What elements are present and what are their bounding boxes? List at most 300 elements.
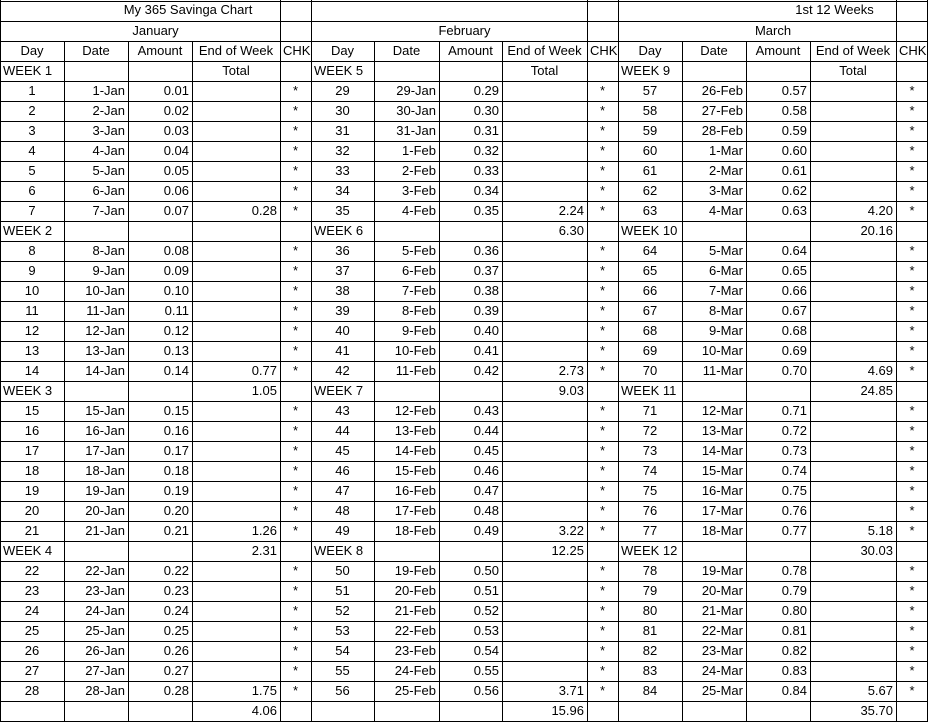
amount-cell[interactable]: 0.45 (473, 443, 499, 458)
date-cell[interactable]: 27-Feb (701, 103, 743, 118)
date-cell[interactable]: 24-Mar (701, 663, 743, 678)
week-label[interactable]: WEEK 3 (3, 383, 53, 398)
date-cell[interactable]: 5-Jan (92, 163, 125, 178)
amount-cell[interactable]: 0.38 (473, 283, 499, 298)
date-cell[interactable]: 7-Feb (402, 283, 436, 298)
amount-cell[interactable]: 0.50 (473, 563, 499, 578)
date-cell[interactable]: 18-Mar (701, 523, 743, 538)
check-mark[interactable]: * (909, 463, 915, 478)
header-end-of-week[interactable]: End of Week (198, 43, 274, 58)
day-number[interactable]: 11 (25, 303, 39, 318)
amount-cell[interactable]: 0.21 (163, 523, 189, 538)
amount-cell[interactable]: 0.52 (473, 603, 499, 618)
date-cell[interactable]: 13-Feb (394, 423, 436, 438)
amount-cell[interactable]: 0.48 (473, 503, 499, 518)
amount-cell[interactable]: 0.05 (163, 163, 189, 178)
amount-cell[interactable]: 0.79 (781, 583, 807, 598)
cumulative-total[interactable]: 30.03 (860, 543, 893, 558)
day-number[interactable]: 78 (642, 563, 658, 578)
check-mark[interactable]: * (292, 683, 299, 698)
date-cell[interactable]: 13-Jan (85, 343, 125, 358)
day-number[interactable]: 26 (24, 643, 40, 658)
amount-cell[interactable]: 0.70 (781, 363, 807, 378)
day-number[interactable]: 19 (24, 483, 40, 498)
date-cell[interactable]: 23-Mar (701, 643, 743, 658)
date-cell[interactable]: 15-Mar (701, 463, 743, 478)
date-cell[interactable]: 2-Feb (402, 163, 436, 178)
check-mark[interactable]: * (599, 423, 606, 438)
amount-cell[interactable]: 0.58 (781, 103, 807, 118)
cumulative-total[interactable]: 2.31 (251, 543, 277, 558)
day-number[interactable]: 84 (642, 683, 658, 698)
sheet-subtitle[interactable]: 1st 12 Weeks (795, 2, 874, 17)
date-cell[interactable]: 20-Feb (394, 583, 436, 598)
amount-cell[interactable]: 0.47 (473, 483, 499, 498)
check-mark[interactable]: * (292, 303, 299, 318)
day-number[interactable]: 55 (335, 663, 350, 678)
month-name[interactable]: January (132, 23, 179, 38)
date-cell[interactable]: 19-Jan (85, 483, 125, 498)
amount-cell[interactable]: 0.33 (473, 163, 499, 178)
day-number[interactable]: 22 (24, 563, 40, 578)
day-number[interactable]: 5 (28, 163, 36, 178)
check-mark[interactable]: * (909, 683, 915, 698)
check-mark[interactable]: * (909, 343, 915, 358)
day-number[interactable]: 51 (335, 583, 350, 598)
day-number[interactable]: 28 (24, 683, 40, 698)
day-number[interactable]: 17 (24, 443, 40, 458)
week-label[interactable]: WEEK 11 (621, 383, 677, 398)
header-date[interactable]: Date (82, 43, 110, 58)
date-cell[interactable]: 13-Mar (701, 423, 743, 438)
amount-cell[interactable]: 0.29 (473, 83, 499, 98)
check-mark[interactable]: * (292, 203, 299, 218)
check-mark[interactable]: * (909, 83, 915, 98)
day-number[interactable]: 33 (335, 163, 350, 178)
amount-cell[interactable]: 0.08 (163, 243, 189, 258)
amount-cell[interactable]: 0.71 (781, 403, 807, 418)
cumulative-total[interactable]: 12.25 (551, 543, 584, 558)
check-mark[interactable]: * (599, 183, 606, 198)
date-cell[interactable]: 21-Jan (85, 523, 125, 538)
header-chk[interactable]: CHK (899, 43, 927, 58)
header-end-of-week[interactable]: End of Week (815, 43, 891, 58)
date-cell[interactable]: 25-Jan (85, 623, 125, 638)
amount-cell[interactable]: 0.10 (163, 283, 189, 298)
check-mark[interactable]: * (599, 143, 606, 158)
end-of-week-total[interactable]: 1.26 (251, 523, 277, 538)
check-mark[interactable]: * (909, 243, 915, 258)
date-cell[interactable]: 26-Feb (701, 83, 743, 98)
cumulative-total[interactable]: 9.03 (558, 383, 584, 398)
amount-cell[interactable]: 0.53 (473, 623, 499, 638)
day-number[interactable]: 10 (24, 283, 40, 298)
check-mark[interactable]: * (599, 203, 606, 218)
amount-cell[interactable]: 0.02 (163, 103, 189, 118)
day-number[interactable]: 4 (28, 143, 36, 158)
date-cell[interactable]: 12-Feb (394, 403, 436, 418)
day-number[interactable]: 81 (642, 623, 658, 638)
date-cell[interactable]: 10-Mar (701, 343, 743, 358)
day-number[interactable]: 29 (335, 83, 350, 98)
check-mark[interactable]: * (292, 363, 299, 378)
date-cell[interactable]: 27-Jan (85, 663, 125, 678)
date-cell[interactable]: 19-Feb (394, 563, 436, 578)
week-label[interactable]: WEEK 6 (314, 223, 364, 238)
date-cell[interactable]: 17-Mar (701, 503, 743, 518)
amount-cell[interactable]: 0.06 (163, 183, 189, 198)
day-number[interactable]: 3 (28, 123, 36, 138)
date-cell[interactable]: 4-Jan (92, 143, 125, 158)
check-mark[interactable]: * (292, 183, 299, 198)
date-cell[interactable]: 9-Jan (92, 263, 125, 278)
date-cell[interactable]: 1-Jan (92, 83, 125, 98)
check-mark[interactable]: * (909, 583, 915, 598)
date-cell[interactable]: 20-Mar (701, 583, 743, 598)
day-number[interactable]: 2 (28, 103, 36, 118)
amount-cell[interactable]: 0.69 (781, 343, 807, 358)
day-number[interactable]: 44 (335, 423, 350, 438)
day-number[interactable]: 80 (642, 603, 658, 618)
check-mark[interactable]: * (292, 643, 299, 658)
check-mark[interactable]: * (909, 203, 915, 218)
date-cell[interactable]: 24-Feb (394, 663, 436, 678)
check-mark[interactable]: * (599, 523, 606, 538)
total-header[interactable]: Total (839, 63, 867, 78)
amount-cell[interactable]: 0.84 (781, 683, 807, 698)
header-end-of-week[interactable]: End of Week (507, 43, 582, 58)
date-cell[interactable]: 6-Jan (92, 183, 125, 198)
check-mark[interactable]: * (292, 323, 299, 338)
amount-cell[interactable]: 0.61 (781, 163, 807, 178)
amount-cell[interactable]: 0.62 (781, 183, 807, 198)
day-number[interactable]: 32 (335, 143, 350, 158)
amount-cell[interactable]: 0.22 (163, 563, 189, 578)
amount-cell[interactable]: 0.01 (163, 83, 189, 98)
day-number[interactable]: 1 (28, 83, 36, 98)
day-number[interactable]: 21 (24, 523, 40, 538)
week-label[interactable]: WEEK 4 (3, 543, 53, 558)
day-number[interactable]: 68 (642, 323, 658, 338)
check-mark[interactable]: * (599, 303, 606, 318)
day-number[interactable]: 42 (335, 363, 350, 378)
week-label[interactable]: WEEK 7 (314, 383, 364, 398)
sheet-title[interactable]: My 365 Savinga Chart (123, 2, 253, 17)
day-number[interactable]: 48 (335, 503, 350, 518)
check-mark[interactable]: * (599, 343, 606, 358)
amount-cell[interactable]: 0.37 (473, 263, 499, 278)
week-label[interactable]: WEEK 2 (3, 223, 53, 238)
check-mark[interactable]: * (292, 123, 299, 138)
end-of-week-total[interactable]: 3.71 (558, 683, 584, 698)
check-mark[interactable]: * (909, 263, 915, 278)
header-amount[interactable]: Amount (755, 43, 801, 58)
check-mark[interactable]: * (909, 623, 915, 638)
date-cell[interactable]: 17-Jan (85, 443, 125, 458)
date-cell[interactable]: 2-Mar (709, 163, 743, 178)
date-cell[interactable]: 3-Mar (709, 183, 743, 198)
check-mark[interactable]: * (292, 423, 299, 438)
cumulative-total[interactable]: 6.30 (558, 223, 584, 238)
week-label[interactable]: WEEK 10 (621, 223, 678, 238)
amount-cell[interactable]: 0.63 (781, 203, 807, 218)
date-cell[interactable]: 12-Jan (85, 323, 125, 338)
week-label[interactable]: WEEK 5 (314, 63, 364, 78)
check-mark[interactable]: * (599, 563, 606, 578)
check-mark[interactable]: * (909, 303, 915, 318)
day-number[interactable]: 36 (335, 243, 350, 258)
amount-cell[interactable]: 0.19 (163, 483, 189, 498)
end-of-week-total[interactable]: 1.75 (251, 683, 277, 698)
amount-cell[interactable]: 0.31 (473, 123, 499, 138)
amount-cell[interactable]: 0.35 (473, 203, 499, 218)
date-cell[interactable]: 3-Jan (92, 123, 125, 138)
day-number[interactable]: 7 (28, 203, 36, 218)
date-cell[interactable]: 22-Mar (701, 623, 743, 638)
date-cell[interactable]: 19-Mar (701, 563, 743, 578)
day-number[interactable]: 16 (24, 423, 40, 438)
date-cell[interactable]: 16-Feb (394, 483, 436, 498)
check-mark[interactable]: * (599, 503, 606, 518)
check-mark[interactable]: * (292, 623, 299, 638)
day-number[interactable]: 34 (335, 183, 350, 198)
amount-cell[interactable]: 0.49 (473, 523, 499, 538)
amount-cell[interactable]: 0.24 (163, 603, 189, 618)
date-cell[interactable]: 23-Feb (394, 643, 436, 658)
date-cell[interactable]: 8-Jan (92, 243, 125, 258)
date-cell[interactable]: 22-Feb (394, 623, 436, 638)
amount-cell[interactable]: 0.13 (163, 343, 189, 358)
check-mark[interactable]: * (292, 603, 299, 618)
amount-cell[interactable]: 0.54 (473, 643, 499, 658)
amount-cell[interactable]: 0.82 (781, 643, 807, 658)
day-number[interactable]: 61 (642, 163, 658, 178)
date-cell[interactable]: 12-Mar (701, 403, 743, 418)
final-total[interactable]: 35.70 (860, 703, 893, 718)
amount-cell[interactable]: 0.14 (163, 363, 189, 378)
date-cell[interactable]: 5-Feb (402, 243, 436, 258)
day-number[interactable]: 23 (24, 583, 40, 598)
day-number[interactable]: 65 (642, 263, 658, 278)
week-label[interactable]: WEEK 1 (3, 63, 53, 78)
date-cell[interactable]: 11-Mar (702, 363, 743, 378)
day-number[interactable]: 79 (642, 583, 658, 598)
month-name[interactable]: March (754, 23, 792, 38)
amount-cell[interactable]: 0.16 (163, 423, 189, 438)
amount-cell[interactable]: 0.72 (781, 423, 807, 438)
check-mark[interactable]: * (909, 143, 915, 158)
check-mark[interactable]: * (599, 243, 606, 258)
check-mark[interactable]: * (909, 523, 915, 538)
day-number[interactable]: 40 (335, 323, 350, 338)
date-cell[interactable]: 4-Mar (709, 203, 743, 218)
amount-cell[interactable]: 0.76 (781, 503, 807, 518)
amount-cell[interactable]: 0.75 (781, 483, 807, 498)
date-cell[interactable]: 14-Mar (701, 443, 743, 458)
date-cell[interactable]: 21-Mar (701, 603, 743, 618)
check-mark[interactable]: * (599, 663, 606, 678)
amount-cell[interactable]: 0.55 (473, 663, 499, 678)
day-number[interactable]: 57 (642, 83, 658, 98)
check-mark[interactable]: * (292, 503, 299, 518)
day-number[interactable]: 47 (335, 483, 350, 498)
check-mark[interactable]: * (599, 603, 606, 618)
week-label[interactable]: WEEK 8 (314, 543, 364, 558)
end-of-week-total[interactable]: 0.28 (251, 203, 277, 218)
check-mark[interactable]: * (599, 483, 606, 498)
date-cell[interactable]: 7-Jan (92, 203, 125, 218)
header-date[interactable]: Date (392, 43, 421, 58)
check-mark[interactable]: * (909, 643, 915, 658)
check-mark[interactable]: * (292, 443, 299, 458)
date-cell[interactable]: 20-Jan (85, 503, 125, 518)
end-of-week-total[interactable]: 2.73 (558, 363, 584, 378)
final-total[interactable]: 4.06 (251, 703, 277, 718)
day-number[interactable]: 52 (335, 603, 350, 618)
check-mark[interactable]: * (599, 263, 606, 278)
day-number[interactable]: 53 (335, 623, 350, 638)
day-number[interactable]: 56 (335, 683, 350, 698)
date-cell[interactable]: 8-Feb (402, 303, 436, 318)
date-cell[interactable]: 30-Jan (396, 103, 436, 118)
check-mark[interactable]: * (599, 683, 606, 698)
amount-cell[interactable]: 0.11 (164, 303, 189, 318)
amount-cell[interactable]: 0.15 (163, 403, 189, 418)
date-cell[interactable]: 11-Feb (395, 363, 436, 378)
day-number[interactable]: 70 (642, 363, 658, 378)
day-number[interactable]: 12 (24, 323, 40, 338)
date-cell[interactable]: 14-Feb (394, 443, 436, 458)
date-cell[interactable]: 3-Feb (402, 183, 436, 198)
amount-cell[interactable]: 0.81 (781, 623, 807, 638)
cumulative-total[interactable]: 24.85 (860, 383, 893, 398)
day-number[interactable]: 76 (642, 503, 658, 518)
date-cell[interactable]: 1-Feb (402, 143, 436, 158)
amount-cell[interactable]: 0.30 (473, 103, 499, 118)
amount-cell[interactable]: 0.34 (473, 183, 499, 198)
amount-cell[interactable]: 0.66 (781, 283, 807, 298)
amount-cell[interactable]: 0.57 (781, 83, 807, 98)
date-cell[interactable]: 18-Feb (394, 523, 436, 538)
date-cell[interactable]: 9-Mar (709, 323, 743, 338)
day-number[interactable]: 50 (335, 563, 350, 578)
amount-cell[interactable]: 0.64 (781, 243, 807, 258)
amount-cell[interactable]: 0.51 (473, 583, 499, 598)
amount-cell[interactable]: 0.78 (781, 563, 807, 578)
day-number[interactable]: 30 (335, 103, 350, 118)
amount-cell[interactable]: 0.80 (781, 603, 807, 618)
header-amount[interactable]: Amount (448, 43, 493, 58)
check-mark[interactable]: * (599, 463, 606, 478)
date-cell[interactable]: 7-Mar (709, 283, 743, 298)
check-mark[interactable]: * (292, 163, 299, 178)
date-cell[interactable]: 16-Jan (85, 423, 125, 438)
day-number[interactable]: 43 (335, 403, 350, 418)
check-mark[interactable]: * (599, 123, 606, 138)
check-mark[interactable]: * (599, 103, 606, 118)
date-cell[interactable]: 22-Jan (85, 563, 125, 578)
day-number[interactable]: 63 (642, 203, 658, 218)
date-cell[interactable]: 28-Feb (701, 123, 743, 138)
date-cell[interactable]: 6-Feb (402, 263, 436, 278)
check-mark[interactable]: * (909, 123, 915, 138)
amount-cell[interactable]: 0.73 (781, 443, 807, 458)
day-number[interactable]: 54 (335, 643, 350, 658)
date-cell[interactable]: 6-Mar (709, 263, 743, 278)
amount-cell[interactable]: 0.23 (163, 583, 189, 598)
amount-cell[interactable]: 0.67 (781, 303, 807, 318)
day-number[interactable]: 64 (642, 243, 658, 258)
amount-cell[interactable]: 0.36 (473, 243, 499, 258)
date-cell[interactable]: 15-Jan (85, 403, 125, 418)
check-mark[interactable]: * (292, 283, 299, 298)
amount-cell[interactable]: 0.28 (163, 683, 189, 698)
header-day[interactable]: Day (330, 43, 355, 58)
date-cell[interactable]: 17-Feb (394, 503, 436, 518)
check-mark[interactable]: * (909, 443, 915, 458)
check-mark[interactable]: * (909, 603, 915, 618)
check-mark[interactable]: * (599, 323, 606, 338)
check-mark[interactable]: * (599, 623, 606, 638)
amount-cell[interactable]: 0.56 (473, 683, 499, 698)
date-cell[interactable]: 5-Mar (709, 243, 743, 258)
cumulative-total[interactable]: 20.16 (860, 223, 893, 238)
header-day[interactable]: Day (638, 43, 662, 58)
check-mark[interactable]: * (292, 103, 299, 118)
day-number[interactable]: 72 (642, 423, 658, 438)
day-number[interactable]: 8 (28, 243, 36, 258)
header-chk[interactable]: CHK (590, 43, 618, 58)
amount-cell[interactable]: 0.09 (163, 263, 189, 278)
day-number[interactable]: 6 (28, 183, 36, 198)
check-mark[interactable]: * (599, 83, 606, 98)
day-number[interactable]: 67 (642, 303, 658, 318)
day-number[interactable]: 49 (335, 523, 350, 538)
day-number[interactable]: 25 (24, 623, 40, 638)
day-number[interactable]: 66 (642, 283, 658, 298)
day-number[interactable]: 62 (642, 183, 658, 198)
check-mark[interactable]: * (599, 403, 606, 418)
amount-cell[interactable]: 0.77 (781, 523, 807, 538)
day-number[interactable]: 13 (24, 343, 40, 358)
week-label[interactable]: WEEK 9 (621, 63, 671, 78)
check-mark[interactable]: * (292, 483, 299, 498)
day-number[interactable]: 45 (335, 443, 350, 458)
date-cell[interactable]: 15-Feb (394, 463, 436, 478)
date-cell[interactable]: 25-Feb (394, 683, 436, 698)
check-mark[interactable]: * (292, 343, 299, 358)
check-mark[interactable]: * (909, 423, 915, 438)
date-cell[interactable]: 8-Mar (709, 303, 743, 318)
day-number[interactable]: 74 (642, 463, 658, 478)
check-mark[interactable]: * (599, 363, 606, 378)
day-number[interactable]: 39 (335, 303, 350, 318)
date-cell[interactable]: 14-Jan (85, 363, 125, 378)
header-chk[interactable]: CHK (283, 43, 311, 58)
day-number[interactable]: 77 (642, 523, 658, 538)
check-mark[interactable]: * (909, 363, 915, 378)
amount-cell[interactable]: 0.39 (473, 303, 499, 318)
day-number[interactable]: 35 (335, 203, 350, 218)
date-cell[interactable]: 9-Feb (402, 323, 436, 338)
day-number[interactable]: 18 (24, 463, 40, 478)
check-mark[interactable]: * (292, 83, 299, 98)
day-number[interactable]: 9 (28, 263, 36, 278)
amount-cell[interactable]: 0.59 (781, 123, 807, 138)
total-header[interactable]: Total (530, 63, 559, 78)
day-number[interactable]: 38 (335, 283, 350, 298)
day-number[interactable]: 41 (335, 343, 350, 358)
